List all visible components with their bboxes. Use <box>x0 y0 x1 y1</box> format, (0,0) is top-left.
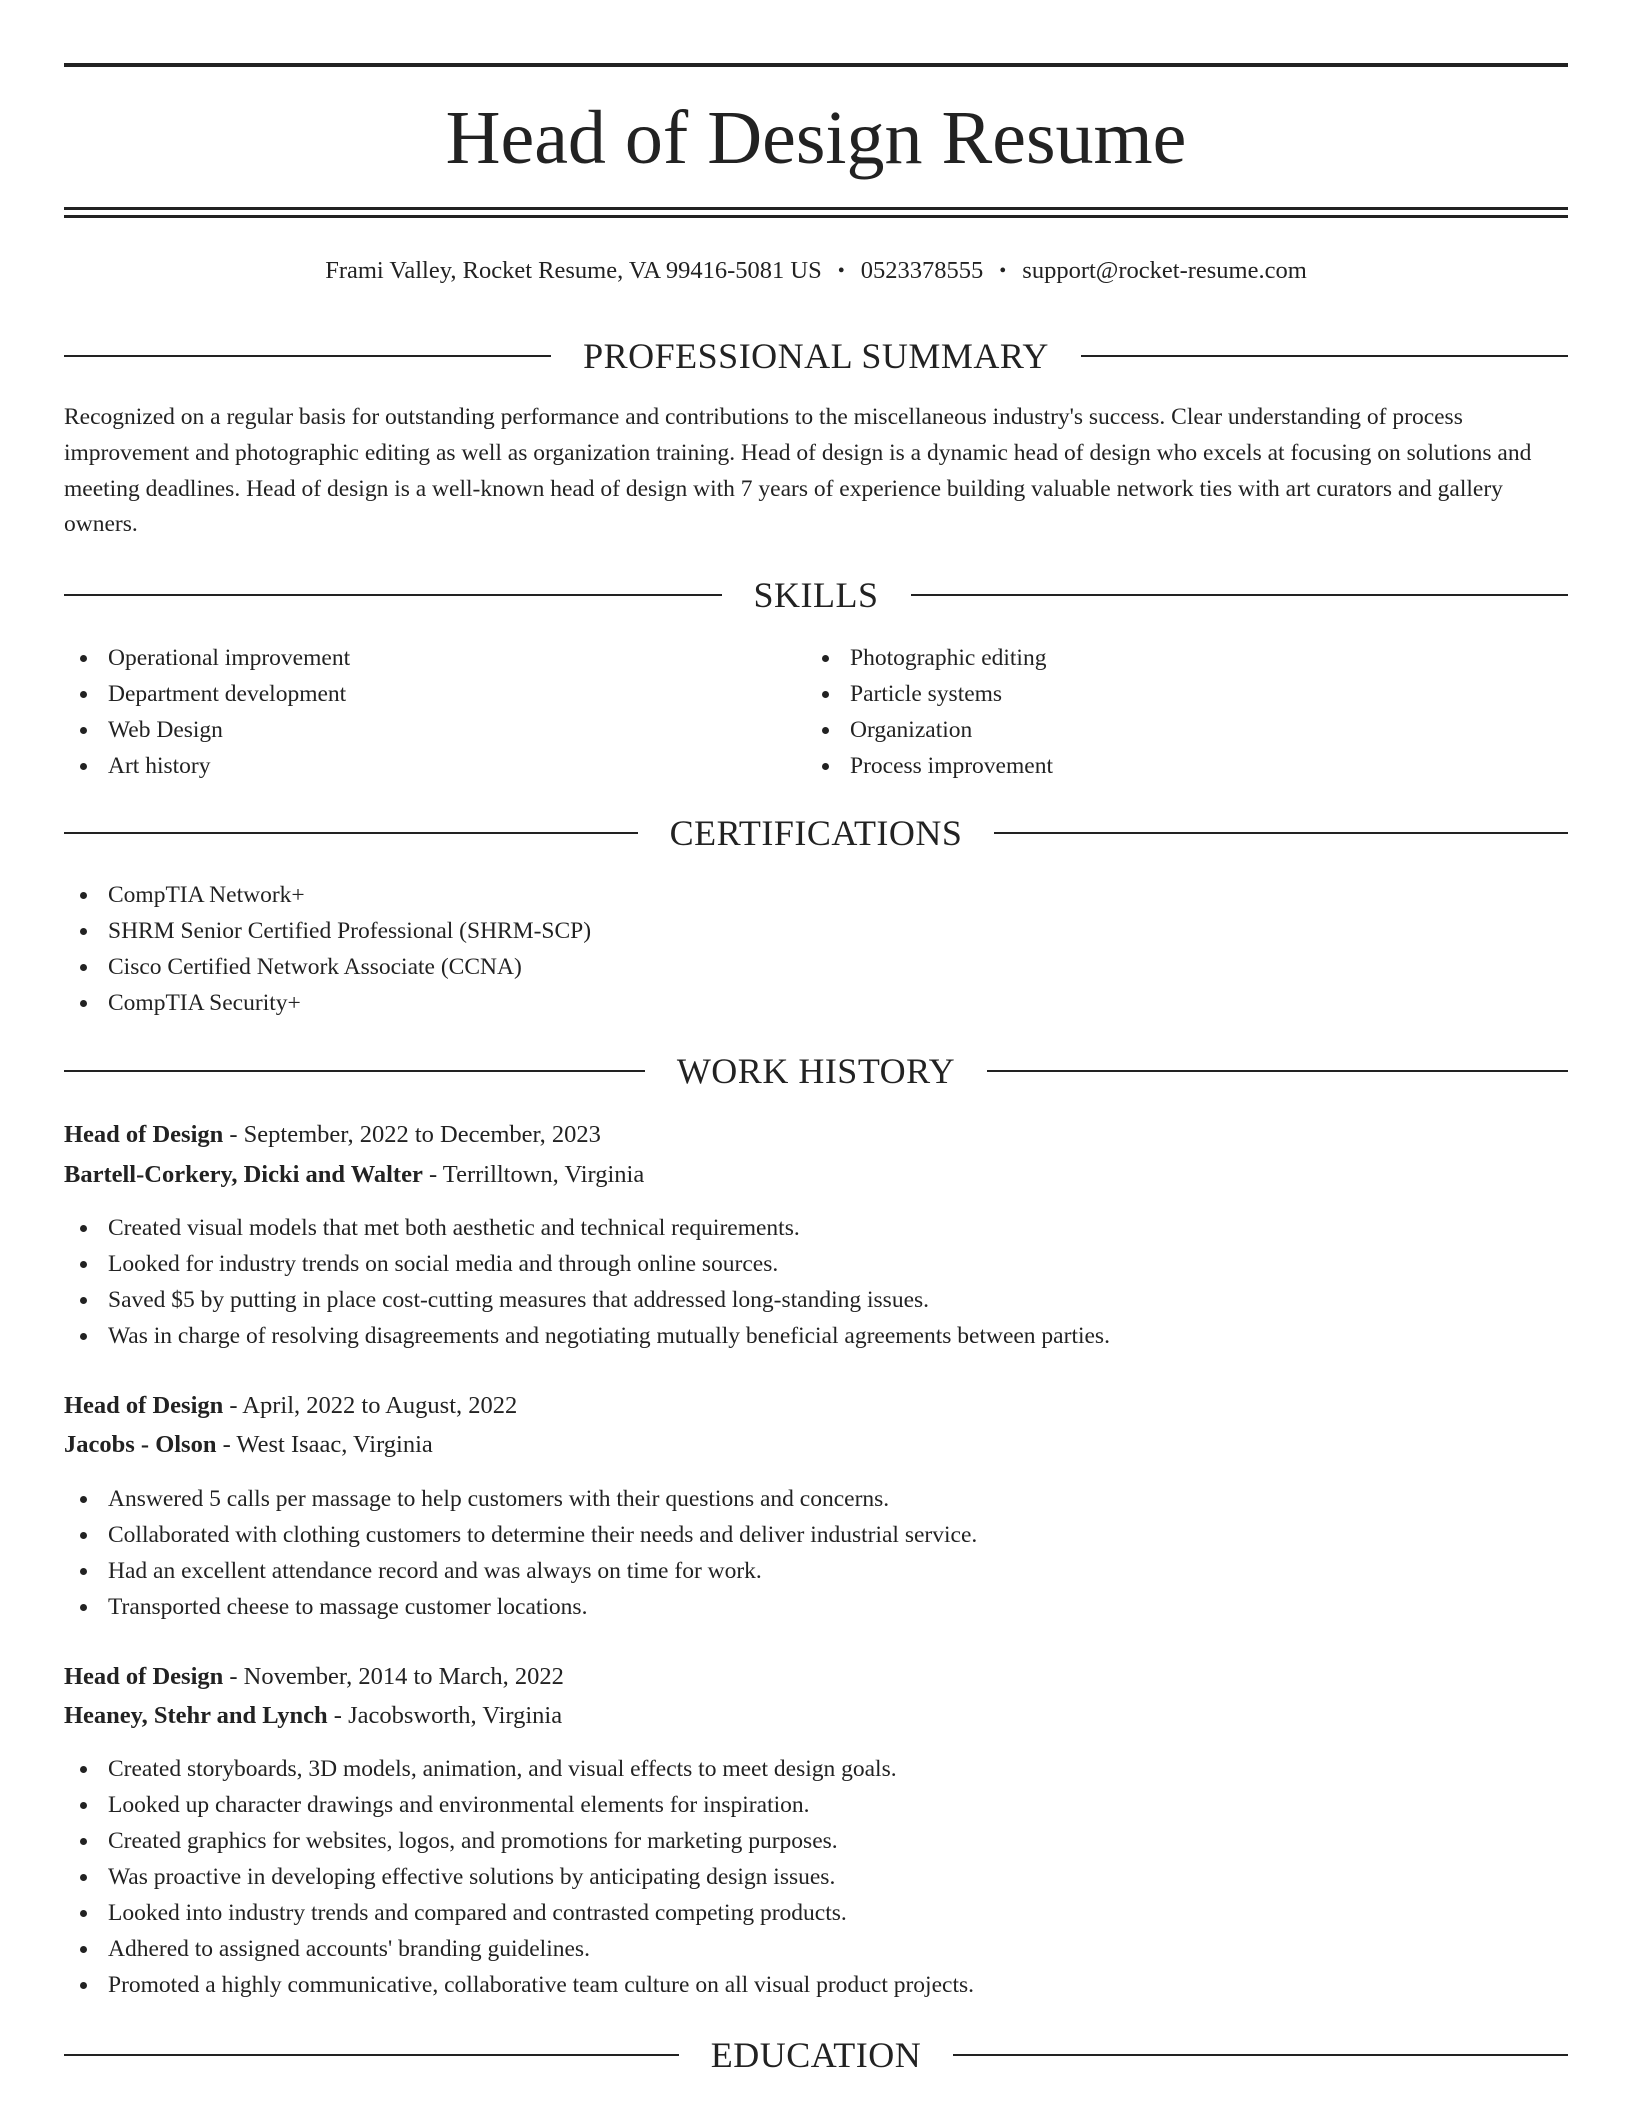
skill-item: Art history <box>64 748 764 784</box>
skill-item: Operational improvement <box>64 640 764 676</box>
skills-list-left <box>64 640 764 784</box>
certification-item: CompTIA Security+ <box>64 985 1064 1021</box>
skill-item: Department development <box>64 676 764 712</box>
section-rule-right <box>953 2054 1568 2056</box>
job-title-line <box>64 1387 1564 1425</box>
job-bullets <box>64 1751 1564 2003</box>
header-double-rule-lower <box>64 215 1568 218</box>
section-header-summary <box>64 336 1568 376</box>
job-bullet: Answered 5 calls per massage to help customers with their questions and concerns. <box>64 1481 1564 1517</box>
job-title-line <box>64 1116 1564 1154</box>
job-bullet: Was proactive in developing effective solutions by anticipating design issues. <box>64 1859 1564 1895</box>
section-rule-left <box>64 832 638 834</box>
section-rule-left <box>64 2054 679 2056</box>
section-header-education <box>64 2035 1568 2075</box>
skill-item: Process improvement <box>806 748 1506 784</box>
section-title-summary: PROFESSIONAL SUMMARY <box>583 336 1049 376</box>
job-title-line <box>64 1658 1564 1696</box>
job-bullet: Had an excellent attendance record and was always on time for work. <box>64 1553 1564 1589</box>
section-rule-right <box>994 832 1568 834</box>
skill-item: Organization <box>806 712 1506 748</box>
job-title: Head of Design <box>64 1392 224 1419</box>
job-location: - West Isaac, Virginia <box>216 1431 433 1458</box>
contact-address: Frami Valley, Rocket Resume, VA 99416-5081 US <box>325 257 822 284</box>
job-dates: - April, 2022 to August, 2022 <box>223 1392 518 1419</box>
section-rule-right <box>911 594 1569 596</box>
job-location: - Jacobsworth, Virginia <box>327 1702 563 1729</box>
certifications-list <box>64 877 1064 1021</box>
job-company: Heaney, Stehr and Lynch <box>64 1702 328 1729</box>
job-company: Jacobs - Olson <box>64 1431 217 1458</box>
section-title-education: EDUCATION <box>710 2035 922 2075</box>
job-dates: - November, 2014 to March, 2022 <box>223 1663 564 1690</box>
job-location: - Terrilltown, Virginia <box>422 1161 645 1188</box>
job-bullets <box>64 1481 1564 1625</box>
job-bullet: Collaborated with clothing customers to determine their needs and deliver industrial service. <box>64 1517 1564 1553</box>
header-double-rule-upper <box>64 207 1568 210</box>
section-header-certifications <box>64 813 1568 853</box>
section-header-work-history <box>64 1051 1568 1091</box>
contact-email[interactable]: support@rocket-resume.com <box>1022 257 1307 284</box>
section-rule-left <box>64 1070 645 1072</box>
job-bullet: Was in charge of resolving disagreements and negotiating mutually beneficial agreements between parties. <box>64 1318 1564 1354</box>
job-dates: - September, 2022 to December, 2023 <box>223 1121 601 1148</box>
job-title: Head of Design <box>64 1121 224 1148</box>
job-bullet: Looked for industry trends on social media and through online sources. <box>64 1246 1564 1282</box>
job-company: Bartell-Corkery, Dicki and Walter <box>64 1161 423 1188</box>
job-bullet: Created visual models that met both aesthetic and technical requirements. <box>64 1210 1564 1246</box>
section-rule-left <box>64 594 722 596</box>
page-title: Head of Design Resume <box>445 96 1187 180</box>
certification-item: Cisco Certified Network Associate (CCNA) <box>64 949 1064 985</box>
job-bullet: Created graphics for websites, logos, and promotions for marketing purposes. <box>64 1823 1564 1859</box>
contact-line <box>64 254 1568 288</box>
job-bullets <box>64 1210 1564 1354</box>
job-bullet: Looked into industry trends and compared and contrasted competing products. <box>64 1895 1564 1931</box>
certification-item: SHRM Senior Certified Professional (SHRM-SCP) <box>64 913 1064 949</box>
contact-separator: • <box>837 259 845 282</box>
certification-item: CompTIA Network+ <box>64 877 1064 913</box>
job-bullet: Saved $5 by putting in place cost-cutting measures that addressed long-standing issues. <box>64 1282 1564 1318</box>
job-bullet: Adhered to assigned accounts' branding guidelines. <box>64 1931 1564 1967</box>
section-rule-left <box>64 355 551 357</box>
skill-item: Particle systems <box>806 676 1506 712</box>
job-company-line <box>64 1697 1564 1735</box>
skill-item: Web Design <box>64 712 764 748</box>
header-top-rule <box>64 63 1568 67</box>
contact-phone[interactable]: 0523378555 <box>860 257 984 284</box>
section-rule-right <box>1081 355 1568 357</box>
job-company-line <box>64 1156 1564 1194</box>
summary-text: Recognized on a regular basis for outstanding performance and contributions to the miscellaneous industry's success. Clear understanding of process improvement and photographic editing as well as organization training. Head of design is a dynamic head of design who excels at focusing on solutions and meeting deadlines. Head of design is a well-known head of design with 7 years of experience building valuable network ties with art curators and gallery owners. <box>64 404 1532 538</box>
job-company-line <box>64 1426 1564 1464</box>
section-header-skills <box>64 575 1568 615</box>
skills-list-right <box>806 640 1506 784</box>
job-bullet: Created storyboards, 3D models, animation, and visual effects to meet design goals. <box>64 1751 1564 1787</box>
section-rule-right <box>987 1070 1568 1072</box>
job-bullet: Promoted a highly communicative, collaborative team culture on all visual product projects. <box>64 1967 1564 2003</box>
job-title: Head of Design <box>64 1663 224 1690</box>
skill-item: Photographic editing <box>806 640 1506 676</box>
job-bullet: Looked up character drawings and environmental elements for inspiration. <box>64 1787 1564 1823</box>
section-title-work-history: WORK HISTORY <box>676 1051 956 1091</box>
contact-separator: • <box>999 259 1007 282</box>
section-title-skills: SKILLS <box>753 575 879 615</box>
section-title-certifications: CERTIFICATIONS <box>669 813 963 853</box>
job-bullet: Transported cheese to massage customer locations. <box>64 1589 1564 1625</box>
